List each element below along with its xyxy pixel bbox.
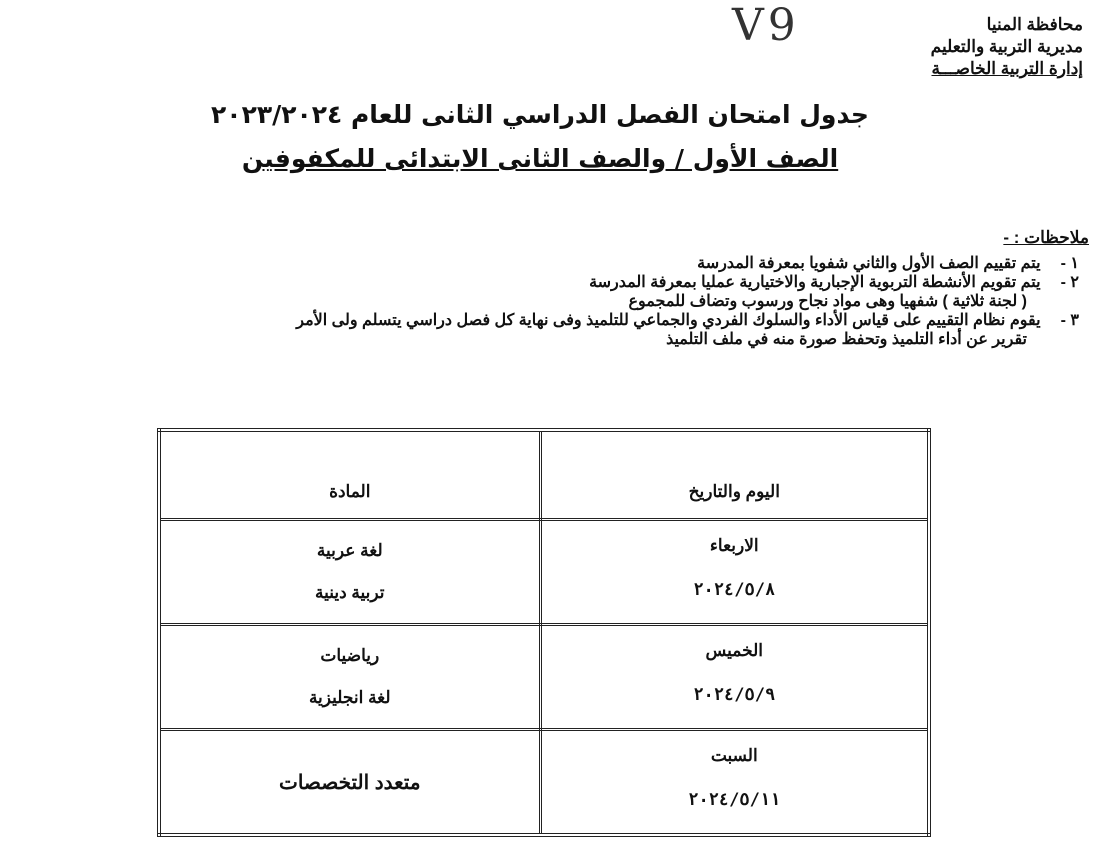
header-day-date: اليوم والتاريخ bbox=[540, 430, 929, 520]
subject-name: لغة انجليزية bbox=[308, 688, 391, 707]
handwritten-page-number: V9 bbox=[732, 0, 800, 51]
letterhead bbox=[823, 14, 1083, 80]
note-text: يقوم نظام التقييم على قياس الأداء والسلوك الفردي والجماعي للتلميذ وفى نهاية كل فصل دراسي يتسلم ولى الأمر bbox=[296, 312, 1041, 329]
subject-cell bbox=[159, 730, 540, 836]
department-name: إدارة التربية الخاصـــة bbox=[931, 59, 1083, 78]
note-continuation: تقرير عن أداء التلميذ وتحفظ صورة منه في ملف التلميذ bbox=[666, 331, 1027, 348]
note-continuation: ( لجنة ثلاثية ) شفهيا وهى مواد نجاح ورسوب وتضاف للمجموع bbox=[628, 293, 1027, 310]
subject-cell bbox=[159, 520, 540, 625]
subject-name: رياضيات bbox=[320, 646, 380, 665]
subject-name: تربية دينية bbox=[315, 583, 385, 602]
notes-heading: ملاحظات : - bbox=[1003, 228, 1089, 247]
day-name: الاربعاء bbox=[709, 536, 759, 555]
table-row bbox=[159, 520, 929, 625]
header-subject: المادة bbox=[159, 430, 540, 520]
day-name: الخميس bbox=[705, 641, 764, 660]
exam-date: ٢٠٢٤/٥/٨ bbox=[693, 580, 776, 600]
table-row bbox=[159, 625, 929, 730]
document-subtitle: الصف الأول / والصف الثانى الابتدائى للمكفوفين bbox=[241, 144, 839, 173]
day-date-cell bbox=[540, 625, 929, 730]
note-number: ٢ - bbox=[1060, 274, 1079, 291]
day-date-cell bbox=[540, 730, 929, 836]
notes-list bbox=[9, 254, 1079, 349]
note-number: ١ - bbox=[1060, 255, 1079, 272]
exam-schedule-table bbox=[157, 428, 931, 837]
subject-name: متعدد التخصصات bbox=[278, 771, 421, 794]
directorate-name: مديرية التربية والتعليم bbox=[930, 37, 1083, 56]
exam-date: ٢٠٢٤/٥/١١ bbox=[688, 790, 781, 810]
table-header-row bbox=[159, 430, 929, 520]
subject-name: لغة عربية bbox=[316, 541, 383, 560]
note-item bbox=[9, 273, 1079, 292]
note-number: ٣ - bbox=[1060, 312, 1079, 329]
exam-date: ٢٠٢٤/٥/٩ bbox=[693, 685, 776, 705]
subject-cell bbox=[159, 625, 540, 730]
table-row bbox=[159, 730, 929, 836]
day-date-cell bbox=[540, 520, 929, 625]
day-name: السبت bbox=[710, 746, 758, 765]
note-text: يتم تقويم الأنشطة التربوية الإجبارية والاختيارية عمليا بمعرفة المدرسة bbox=[589, 274, 1041, 291]
document-title: جدول امتحان الفصل الدراسي الثانى للعام ٢٠٢٣/٢٠٢٤ bbox=[211, 100, 869, 129]
note-text: يتم تقييم الصف الأول والثاني شفويا بمعرفة المدرسة bbox=[697, 255, 1041, 272]
governorate-name: محافظة المنيا bbox=[986, 15, 1083, 34]
note-item bbox=[9, 254, 1079, 273]
note-item bbox=[9, 311, 1079, 330]
